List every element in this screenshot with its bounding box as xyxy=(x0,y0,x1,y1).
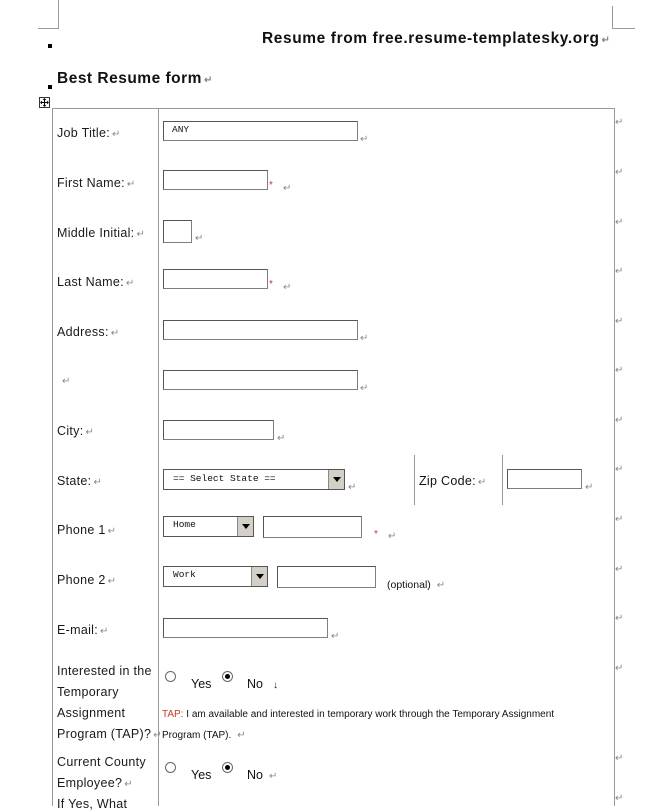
first-name-input[interactable] xyxy=(163,170,268,190)
paragraph-return-icon: ↵ xyxy=(62,376,71,387)
dropdown-arrow-icon[interactable] xyxy=(328,470,344,489)
job-title-input[interactable]: ANY xyxy=(163,121,358,141)
document-title-text: Resume from free.resume-templatesky.org xyxy=(262,30,600,47)
tap-yes-label: Yes xyxy=(191,677,212,691)
dropdown-arrow-icon[interactable] xyxy=(251,567,267,586)
zip-code-label: Zip Code: ↵ xyxy=(419,474,487,488)
address-line1-input[interactable] xyxy=(163,320,358,340)
required-mark: * xyxy=(269,180,273,191)
zip-cell-left-border xyxy=(414,455,415,505)
paragraph-return-icon: ↵ xyxy=(615,365,624,376)
tap-no-label: No ↓ xyxy=(247,677,278,691)
paragraph-return-icon: ↵ xyxy=(195,233,204,244)
paragraph-return-icon: ↵ xyxy=(360,134,369,145)
phone2-number-input[interactable] xyxy=(277,566,376,588)
paragraph-return-icon: ↵ xyxy=(615,564,624,575)
county-employee-label: Current County Employee? ↵ xyxy=(57,755,146,790)
phone2-type-value: Work xyxy=(173,569,196,580)
table-right-border xyxy=(614,108,615,806)
county-no-radio[interactable] xyxy=(222,762,233,773)
paragraph-return-icon: ↵ xyxy=(615,266,624,277)
tap-note-prefix: TAP: xyxy=(162,709,184,720)
phone1-type-select[interactable] xyxy=(163,516,254,537)
middle-initial-label: Middle Initial: ↵ xyxy=(57,226,146,240)
zip-code-input[interactable] xyxy=(507,469,582,489)
document-title xyxy=(262,30,611,48)
county-yes-label: Yes xyxy=(191,768,212,782)
dropdown-arrow-icon[interactable] xyxy=(237,517,253,536)
phone2-label: Phone 2 ↵ xyxy=(57,573,117,587)
paragraph-return-icon: ↵ xyxy=(615,316,624,327)
required-mark: * xyxy=(269,279,273,290)
page-heading-text: Best Resume form xyxy=(57,70,202,87)
page-heading xyxy=(57,70,213,88)
phone2-optional-note: (optional) ↵ xyxy=(387,579,446,591)
first-name-label: First Name: ↵ xyxy=(57,176,136,190)
paragraph-return-icon: ↵ xyxy=(615,464,624,475)
email-input[interactable] xyxy=(163,618,328,638)
crop-mark-top-left xyxy=(38,0,59,29)
county-no-label: No ↵ xyxy=(247,768,278,782)
last-name-input[interactable] xyxy=(163,269,268,289)
paragraph-return-icon: ↵ xyxy=(615,167,624,178)
paragraph-return-icon: ↵ xyxy=(615,514,624,525)
tap-description: TAP: I am available and interested in temporary work through the Temporary Assignment Program (TAP). ↵ xyxy=(162,709,555,741)
crop-mark-top-right xyxy=(612,6,635,29)
next-question-label: If Yes, What xyxy=(57,797,128,811)
paragraph-return-icon: ↵ xyxy=(615,117,624,128)
phone1-label: Phone 1 ↵ xyxy=(57,523,117,537)
state-select[interactable] xyxy=(163,469,345,490)
phone1-number-input[interactable] xyxy=(263,516,362,538)
state-label: State: ↵ xyxy=(57,474,103,488)
address-line2-input[interactable] xyxy=(163,370,358,390)
phone1-type-value: Home xyxy=(173,519,196,530)
paragraph-return-icon: ↵ xyxy=(388,531,397,542)
paragraph-return-icon: ↵ xyxy=(585,482,594,493)
paragraph-return-icon: ↵ xyxy=(348,482,357,493)
paragraph-return-icon: ↵ xyxy=(615,217,624,228)
last-name-label: Last Name: ↵ xyxy=(57,275,135,289)
city-label: City: ↵ xyxy=(57,424,95,438)
city-input[interactable] xyxy=(163,420,274,440)
paragraph-return-icon: ↵ xyxy=(360,383,369,394)
state-select-value: == Select State == xyxy=(173,473,276,484)
table-move-handle-icon[interactable] xyxy=(39,97,50,108)
paragraph-return-icon: ↵ xyxy=(601,35,611,46)
zip-cell-right-border xyxy=(502,455,503,505)
required-mark: * xyxy=(374,529,378,540)
table-left-border xyxy=(52,108,53,806)
paragraph-return-icon: ↵ xyxy=(615,613,624,624)
paragraph-return-icon: ↵ xyxy=(360,333,369,344)
address-label: Address: ↵ xyxy=(57,325,120,339)
phone2-type-select[interactable] xyxy=(163,566,268,587)
paragraph-return-icon: ↵ xyxy=(615,415,624,426)
table-top-border xyxy=(52,108,615,109)
paragraph-return-icon: ↵ xyxy=(615,793,624,804)
email-label: E-mail: ↵ xyxy=(57,623,109,637)
paragraph-bullet xyxy=(48,85,52,89)
county-yes-radio[interactable] xyxy=(165,762,176,773)
paragraph-return-icon: ↵ xyxy=(331,631,340,642)
paragraph-return-icon: ↵ xyxy=(615,663,624,674)
paragraph-bullet xyxy=(48,44,52,48)
job-title-label: Job Title: ↵ xyxy=(57,126,121,140)
paragraph-return-icon: ↵ xyxy=(615,753,624,764)
tap-no-radio[interactable] xyxy=(222,671,233,682)
paragraph-return-icon: ↵ xyxy=(283,282,292,293)
tap-yes-radio[interactable] xyxy=(165,671,176,682)
paragraph-return-icon: ↵ xyxy=(283,183,292,194)
tap-question-label: Interested in the Temporary Assignment Program (TAP)? ↵ xyxy=(57,664,162,741)
paragraph-return-icon: ↵ xyxy=(277,433,286,444)
middle-initial-input[interactable] xyxy=(163,220,192,243)
paragraph-return-icon: ↵ xyxy=(203,75,213,86)
